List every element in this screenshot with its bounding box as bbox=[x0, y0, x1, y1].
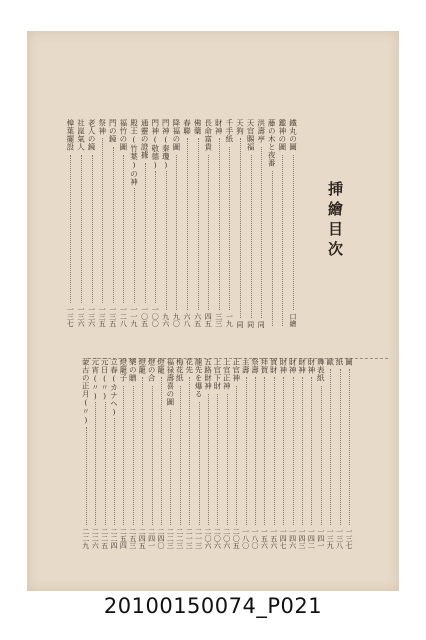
dotted-leader bbox=[227, 394, 228, 525]
entry-label: 蒙古の正月(〃) bbox=[81, 358, 91, 425]
dotted-leader bbox=[293, 155, 294, 311]
entry-page-number: 二二三 bbox=[175, 527, 184, 549]
entry-page-number: 一三八 bbox=[335, 527, 344, 549]
entry-label: 社崑氣人 bbox=[76, 119, 86, 151]
entry-page-number: 一八〇 bbox=[251, 527, 259, 549]
entry-page-number: 一八〇 bbox=[241, 527, 250, 549]
entry-label: 樟葉擺設 bbox=[65, 119, 75, 151]
entry-label: 財神 bbox=[214, 119, 224, 135]
entry-page-number: 二四一 bbox=[147, 527, 156, 549]
entry-page-number: 一四三 bbox=[298, 527, 306, 549]
entry-page-number: 二四五 bbox=[138, 527, 147, 549]
dotted-leader bbox=[142, 377, 143, 524]
dotted-leader bbox=[187, 138, 188, 310]
entry-label: 拜賀 bbox=[259, 358, 269, 374]
entry-label: 正官神 bbox=[231, 358, 241, 382]
dotted-leader bbox=[349, 369, 350, 524]
dotted-leader bbox=[219, 138, 220, 310]
entry-page-number: 二二九 bbox=[81, 527, 90, 549]
entry-label: 花先 bbox=[184, 358, 194, 374]
dotted-leader bbox=[105, 402, 106, 525]
entry-page-number: 一三五 bbox=[108, 305, 117, 327]
dotted-leader bbox=[330, 369, 331, 524]
entry-page-number: 三三 bbox=[214, 313, 223, 328]
entry-label: 長命富貴 bbox=[203, 119, 213, 151]
entry-label: 燈籠子 bbox=[118, 358, 128, 382]
entry-page-number: 同 bbox=[257, 321, 266, 329]
entry-page-number: 二〇六 bbox=[222, 527, 231, 549]
entry-page-number: 一三六 bbox=[77, 305, 85, 327]
dotted-leader bbox=[261, 147, 262, 319]
dotted-leader bbox=[123, 155, 124, 303]
entry-label: 燈の合 bbox=[147, 358, 157, 382]
entry-page-number: 一三七 bbox=[345, 527, 353, 549]
entry-label: 藤の木と夜番 bbox=[267, 119, 277, 167]
dotted-leader bbox=[180, 386, 181, 525]
entry-page-number: 六八 bbox=[183, 313, 191, 328]
entry-page-number: 一〇五 bbox=[140, 305, 149, 327]
dotted-leader bbox=[255, 377, 256, 524]
entry-page-number: 二二四 bbox=[110, 527, 118, 549]
entry-page-number: 二〇六 bbox=[213, 527, 222, 549]
entry-label: 燈籠 bbox=[156, 358, 166, 374]
entry-page-number: 二二六 bbox=[91, 527, 100, 549]
entry-label: 紙 bbox=[335, 358, 345, 366]
entry-label: 門の鏡 bbox=[108, 119, 118, 143]
entry-page-number: 四五 bbox=[204, 313, 213, 328]
entry-page-number: 一二八 bbox=[119, 305, 128, 327]
entry-page-number: 一四六 bbox=[288, 527, 297, 549]
dotted-leader bbox=[166, 171, 167, 310]
dotted-leader bbox=[240, 138, 241, 318]
dotted-leader bbox=[133, 386, 134, 525]
dotted-leader bbox=[198, 138, 199, 310]
dotted-leader bbox=[114, 418, 115, 524]
entry-label: 圖 bbox=[344, 358, 354, 366]
entry-page-number: 二四〇 bbox=[157, 527, 165, 549]
dotted-leader bbox=[272, 171, 273, 326]
dotted-leader bbox=[189, 377, 190, 524]
entry-page-number: 一三七 bbox=[66, 305, 75, 327]
entry-label: 佛藥 bbox=[193, 119, 203, 135]
entry-page-number: 一三九 bbox=[326, 527, 335, 549]
entry-page-number: 口繪 bbox=[289, 313, 297, 328]
entry-label: 福禄壽喜の圖 bbox=[165, 358, 175, 406]
entry-page-number: 二二三 bbox=[166, 527, 175, 549]
entry-label: 上官正神 bbox=[222, 358, 232, 390]
dotted-leader bbox=[302, 377, 303, 524]
dotted-leader bbox=[251, 155, 252, 318]
dotted-leader bbox=[102, 138, 103, 302]
entry-page-number: 二五三 bbox=[128, 527, 137, 549]
entry-page-number: 同 bbox=[246, 321, 255, 329]
entry-page-number: 一〇〇 bbox=[151, 305, 160, 327]
entry-label: 鑑神の圖 bbox=[277, 119, 287, 151]
entry-label: 歐 bbox=[325, 358, 335, 366]
entry-label: 龍先を爆る bbox=[194, 358, 204, 398]
entry-label: 上官下財 bbox=[212, 358, 222, 390]
entry-page-number: 六五 bbox=[193, 313, 202, 328]
entry-page-number: 二一三 bbox=[194, 527, 203, 549]
entry-page-number: 九六 bbox=[161, 313, 170, 328]
entry-label: 舞表紙 bbox=[316, 358, 326, 382]
entry-label: 春聯 bbox=[182, 119, 192, 135]
entry-label: 賀財 bbox=[269, 358, 279, 374]
entry-label: 降福の圖 bbox=[171, 119, 181, 151]
dotted-leader bbox=[161, 377, 162, 524]
dotted-leader bbox=[264, 377, 265, 524]
dotted-leader bbox=[208, 155, 209, 311]
dotted-leader bbox=[199, 402, 200, 525]
dotted-leader bbox=[134, 188, 135, 303]
document-page bbox=[27, 31, 399, 591]
entry-label: 老人の鏡 bbox=[87, 119, 97, 151]
dotted-leader bbox=[311, 377, 312, 524]
entry-label: 門神(敬德) bbox=[150, 119, 160, 170]
entry-page-number: 二一三 bbox=[185, 527, 194, 549]
entry-label: 元宵(〃) bbox=[90, 358, 100, 401]
entry-page-number: 一九 bbox=[225, 313, 234, 328]
dotted-leader bbox=[170, 410, 171, 524]
dotted-leader bbox=[293, 377, 294, 524]
entry-label: 祭壽 bbox=[250, 358, 260, 374]
entry-page-number: 一五六 bbox=[269, 527, 278, 549]
entry-label: 洪壽亭 bbox=[256, 119, 266, 143]
dotted-leader bbox=[274, 377, 275, 524]
entry-label: 燈籠 bbox=[137, 358, 147, 374]
entry-label: 千手紙 bbox=[224, 119, 234, 143]
dotted-leader bbox=[217, 394, 218, 525]
entry-label: 鐵丸の圖 bbox=[288, 119, 298, 151]
entry-label: 通靈の證據 bbox=[140, 119, 150, 159]
dotted-leader bbox=[229, 147, 230, 311]
entry-label: 財神 bbox=[278, 358, 288, 374]
entry-label: 財神 bbox=[306, 358, 316, 374]
dotted-leader bbox=[321, 386, 322, 525]
entry-label: 殿王(竹葉)の神 bbox=[129, 119, 139, 186]
dotted-leader bbox=[92, 155, 93, 303]
entry-label: 門神(秦瓊) bbox=[161, 119, 171, 170]
dotted-leader bbox=[246, 377, 247, 524]
entry-page-number: 一三六 bbox=[87, 305, 96, 327]
dotted-leader bbox=[81, 155, 82, 303]
entry-label: 立春(カナヘ) bbox=[109, 358, 119, 417]
entry-page-number: 一四一 bbox=[316, 527, 325, 549]
entry-label: 元日(〃) bbox=[100, 358, 110, 401]
dotted-leader bbox=[282, 155, 283, 326]
dotted-leader bbox=[113, 147, 114, 303]
dotted-leader bbox=[236, 386, 237, 525]
dotted-leader bbox=[208, 394, 209, 525]
entry-page-number: 一四二 bbox=[307, 527, 316, 549]
entry-label: 財神 bbox=[288, 358, 298, 374]
dotted-leader bbox=[283, 377, 284, 524]
dotted-leader bbox=[86, 427, 87, 525]
entry-label: 天狗 bbox=[235, 119, 245, 135]
entry-page-number: 一四七 bbox=[279, 527, 288, 549]
dotted-leader bbox=[123, 386, 124, 525]
entry-page-number: 二五四 bbox=[119, 527, 128, 549]
entry-page-number: 二〇六 bbox=[204, 527, 212, 549]
entry-label: 梅花紙 bbox=[175, 358, 185, 382]
dotted-leader bbox=[155, 171, 156, 302]
entry-label: 五路財神 bbox=[203, 358, 213, 390]
entry-page-number: 一三五 bbox=[98, 305, 107, 327]
contents-title: 挿繪目次 bbox=[326, 181, 344, 261]
entry-label: 天官賜福 bbox=[246, 119, 256, 151]
dotted-leader bbox=[145, 163, 146, 303]
entry-page-number: 二二五 bbox=[100, 527, 109, 549]
entry-page-number: 同 bbox=[236, 321, 244, 329]
entry-page-number: 一一九 bbox=[130, 305, 138, 327]
entry-label: 福竹の圖 bbox=[118, 119, 128, 151]
entry-page-number: 一五六 bbox=[260, 527, 269, 549]
entry-label: 祭神 bbox=[97, 119, 107, 135]
image-caption: 20100150074_P021 bbox=[103, 594, 323, 618]
entry-page-number: 九〇 bbox=[172, 313, 181, 328]
dotted-leader bbox=[340, 369, 341, 524]
dotted-leader bbox=[176, 155, 177, 311]
entry-page-number: 二〇五 bbox=[232, 527, 241, 549]
entry-label: 財神 bbox=[297, 358, 307, 374]
dotted-leader bbox=[70, 155, 71, 303]
dotted-leader bbox=[95, 402, 96, 525]
dotted-leader bbox=[152, 386, 153, 525]
entry-label: 樂の贈 bbox=[128, 358, 138, 382]
entry-label: 主壽 bbox=[241, 358, 251, 374]
